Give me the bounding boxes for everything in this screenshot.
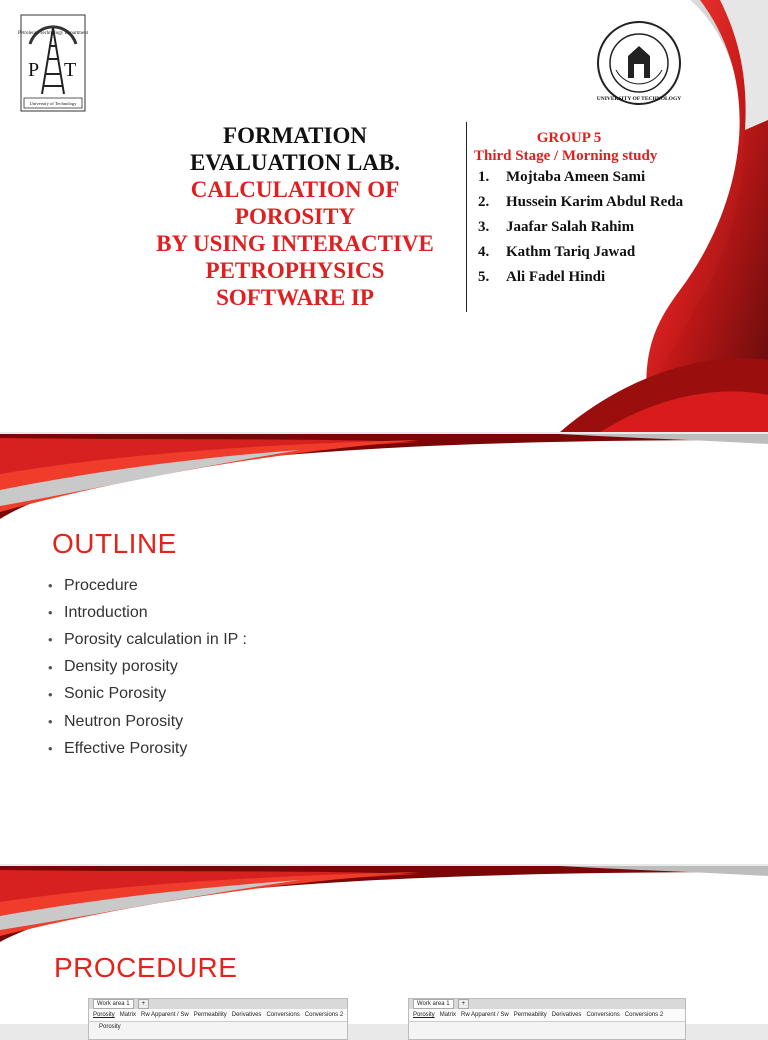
member-item: 4. Kathm Tariq Jawad <box>478 244 704 269</box>
outline-list <box>48 572 247 762</box>
procedure-slide <box>0 866 768 1030</box>
new-tab-button[interactable]: + <box>458 999 470 1009</box>
group-info <box>474 130 704 294</box>
outline-item: • Sonic Porosity <box>48 685 167 703</box>
lab-title <box>120 122 470 311</box>
menu-conversions[interactable]: Conversions <box>266 1012 300 1018</box>
title-line: FORMATION <box>223 123 367 148</box>
menu-conversions[interactable]: Conversions <box>586 1012 620 1018</box>
menu-conversions-2[interactable]: Conversions 2 <box>624 1012 664 1018</box>
logo-letter-t: T <box>64 59 77 81</box>
menu-permeability[interactable]: Permeability <box>513 1012 547 1018</box>
logo-arc-text: Petroleum Technology Department <box>17 31 89 36</box>
submenu-item[interactable]: Porosity <box>99 1024 121 1030</box>
subtitle-line: BY USING INTERACTIVE <box>156 231 434 256</box>
ip-menu-bar <box>89 1009 347 1022</box>
logo-caption: University of Technology <box>29 101 77 106</box>
member-name: Ali Fadel Hindi <box>506 269 606 285</box>
subtitle-line: SOFTWARE IP <box>216 285 374 310</box>
logo-letter-p: P <box>28 59 40 81</box>
decorative-banner <box>0 866 768 946</box>
menu-porosity[interactable]: Porosity <box>93 1012 115 1018</box>
member-name: Mojtaba Ameen Sami <box>506 169 646 185</box>
menu-porosity[interactable]: Porosity <box>413 1012 435 1018</box>
menu-rw-apparent[interactable]: Rw Apparent / Sw <box>141 1012 189 1018</box>
menu-matrix[interactable]: Matrix <box>439 1012 457 1018</box>
member-name: Hussein Karim Abdul Reda <box>506 194 684 210</box>
ip-menu-bar <box>409 1009 685 1022</box>
member-item: 2. Hussein Karim Abdul Reda <box>478 194 704 219</box>
ip-screenshot-right <box>408 998 686 1040</box>
university-of-technology-seal <box>596 20 682 106</box>
outline-slide <box>0 434 768 864</box>
menu-rw-apparent[interactable]: Rw Apparent / Sw <box>461 1012 509 1018</box>
subtitle-line: PETROPHYSICS <box>205 258 385 283</box>
subtitle-line: POROSITY <box>234 204 356 229</box>
member-item: 1. Mojtaba Ameen Sami <box>478 169 704 194</box>
menu-conversions-2[interactable]: Conversions 2 <box>304 1012 344 1018</box>
group-subtitle: Third Stage / Morning study <box>474 148 658 164</box>
outline-item: • Porosity calculation in IP : <box>48 630 247 648</box>
group-title: GROUP 5 <box>536 130 602 146</box>
petroleum-technology-logo <box>17 14 89 112</box>
menu-derivatives[interactable]: Derivatives <box>231 1012 262 1018</box>
new-tab-button[interactable]: + <box>138 999 150 1009</box>
vertical-divider <box>466 122 467 312</box>
seal-caption: UNIVERSITY OF TECHNOLOGY <box>596 96 682 102</box>
outline-heading: OUTLINE <box>52 528 177 559</box>
outline-item: • Introduction <box>48 603 148 621</box>
title-slide <box>0 0 768 432</box>
member-name: Kathm Tariq Jawad <box>506 244 636 260</box>
outline-item: • Procedure <box>48 576 138 594</box>
member-item: 3. Jaafar Salah Rahim <box>478 219 704 244</box>
decorative-banner <box>0 434 768 524</box>
title-line: EVALUATION LAB. <box>189 150 401 175</box>
subtitle-line: CALCULATION OF <box>190 177 400 202</box>
member-item: 5. Ali Fadel Hindi <box>478 269 704 294</box>
member-name: Jaafar Salah Rahim <box>506 219 635 235</box>
outline-item: • Neutron Porosity <box>48 712 184 730</box>
work-area-tab[interactable]: Work area 1 <box>413 999 454 1009</box>
menu-matrix[interactable]: Matrix <box>119 1012 137 1018</box>
work-area-tab[interactable]: Work area 1 <box>93 999 134 1009</box>
members-list <box>478 169 704 294</box>
menu-derivatives[interactable]: Derivatives <box>551 1012 582 1018</box>
ip-screenshot-left <box>88 998 348 1040</box>
outline-item: • Effective Porosity <box>48 739 188 757</box>
outline-item: • Density porosity <box>48 658 178 676</box>
procedure-heading: PROCEDURE <box>54 952 238 983</box>
menu-permeability[interactable]: Permeability <box>193 1012 227 1018</box>
